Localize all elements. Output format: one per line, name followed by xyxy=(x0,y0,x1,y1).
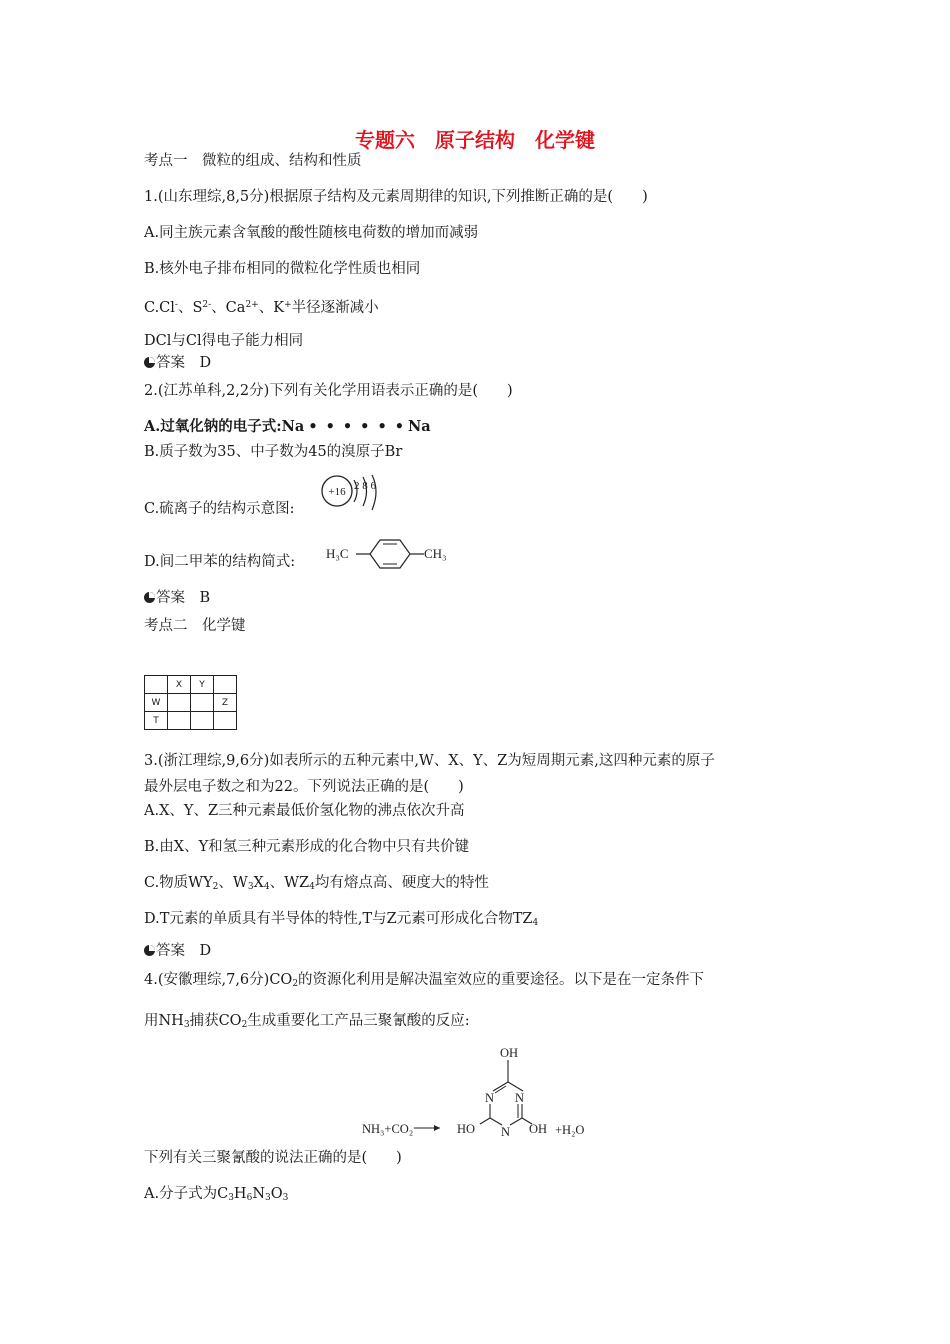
q3-stem-line-2: 最外层电子数之和为22。下列说法正确的是( ) xyxy=(144,779,464,795)
q2-option-b: B.质子数为35、中子数为45的溴原子Br xyxy=(144,444,403,460)
q2-option-a: A.过氧化钠的电子式:Na • • • • • • Na xyxy=(144,418,431,435)
methyl-right: CH₃ xyxy=(424,546,447,561)
section-heading-1: 考点一 微粒的组成、结构和性质 xyxy=(144,153,362,169)
hydroxyl-right: OH xyxy=(529,1122,548,1136)
q3-option-d: D.T元素的单质具有半导体的特性,T与Z元素可形成化合物$TZ_4$ xyxy=(144,911,539,928)
page-title: 专题六 原子结构 化学键 xyxy=(355,128,595,152)
answer-icon xyxy=(144,357,155,368)
section-heading-2: 考点二 化学键 xyxy=(144,618,246,634)
cyanuric-acid-reaction xyxy=(356,1040,606,1142)
table-cell xyxy=(145,676,168,694)
table-cell: T xyxy=(145,712,168,730)
ring-nitrogen-bottom: N xyxy=(501,1125,511,1139)
q4-stem-line-1: 4.(安徽理综,7,6分)$CO_2$的资源化利用是解决温室效应的重要途径。以下是在一定条件下 xyxy=(144,972,705,989)
q4-stem-line-2: 用$NH_3$捕获$CO_2$生成重要化工产品三聚氰酸的反应: xyxy=(144,1013,470,1030)
q4-question: 下列有关三聚氰酸的说法正确的是( ) xyxy=(144,1150,402,1166)
m-xylene-structure xyxy=(326,532,452,572)
ring-nitrogen-right: N xyxy=(515,1091,525,1105)
element-table xyxy=(144,675,237,730)
table-row xyxy=(145,694,237,712)
sulfur-ion-diagram xyxy=(318,472,388,516)
q2-answer: 答案 B xyxy=(144,589,210,607)
q2-option-c: C.硫离子的结构示意图: xyxy=(144,501,295,517)
q1-option-a: A.同主族元素含氧酸的酸性随核电荷数的增加而减弱 xyxy=(144,225,479,241)
table-cell: X xyxy=(168,676,191,694)
q3-answer: 答案 D xyxy=(144,942,211,960)
q2-option-d: D.间二甲苯的结构简式: xyxy=(144,554,296,570)
q1-option-d: DCl与Cl得电子能力相同 xyxy=(144,333,304,349)
table-row xyxy=(145,712,237,730)
table-cell: Y xyxy=(191,676,214,694)
table-cell: W xyxy=(145,694,168,712)
q3-option-b: B.由X、Y和氢三种元素形成的化合物中只有共价键 xyxy=(144,839,470,855)
table-row xyxy=(145,676,237,694)
table-cell xyxy=(191,712,214,730)
q3-option-a: A.X、Y、Z三种元素最低价氢化物的沸点依次升高 xyxy=(144,803,465,819)
table-cell: Z xyxy=(214,694,237,712)
q1-option-c: C.Cl-、$S^{2-}$、$Ca^{2+}$、K+半径逐渐减小 xyxy=(144,300,379,316)
answer-icon xyxy=(144,592,155,603)
q1-answer: 答案 D xyxy=(144,354,211,372)
table-cell xyxy=(191,694,214,712)
electron-shell-counts: 2 8 6 xyxy=(354,480,376,492)
reactants-label: NH₃+CO₂ xyxy=(362,1122,414,1136)
q1-stem: 1.(山东理综,8,5分)根据原子结构及元素周期律的知识,下列推断正确的是( ) xyxy=(144,189,648,205)
q1-option-b: B.核外电子排布相同的微粒化学性质也相同 xyxy=(144,261,421,277)
q2-stem: 2.(江苏单科,2,2分)下列有关化学用语表示正确的是( ) xyxy=(144,383,513,399)
table-cell xyxy=(168,694,191,712)
table-cell xyxy=(214,676,237,694)
ring-nitrogen-left: N xyxy=(485,1091,495,1105)
q3-option-c: C.物质$WY_2$、$W_3X_4$、$WZ_4$均有熔点高、硬度大的特性 xyxy=(144,875,489,892)
water-product: +H₂O xyxy=(555,1123,585,1137)
q4-option-a: A.分子式为$C_3H_6N_3O_3$ xyxy=(144,1186,289,1203)
table-cell xyxy=(214,712,237,730)
hydroxyl-left: HO xyxy=(457,1122,476,1136)
q3-stem-line-1: 3.(浙江理综,9,6分)如表所示的五种元素中,W、X、Y、Z为短周期元素,这四种元素的原子 xyxy=(144,753,715,769)
answer-icon xyxy=(144,945,155,956)
methyl-left: H₃C xyxy=(326,546,349,561)
table-cell xyxy=(168,712,191,730)
nucleus-charge: +16 xyxy=(328,486,346,498)
hydroxyl-top: OH xyxy=(500,1046,519,1060)
